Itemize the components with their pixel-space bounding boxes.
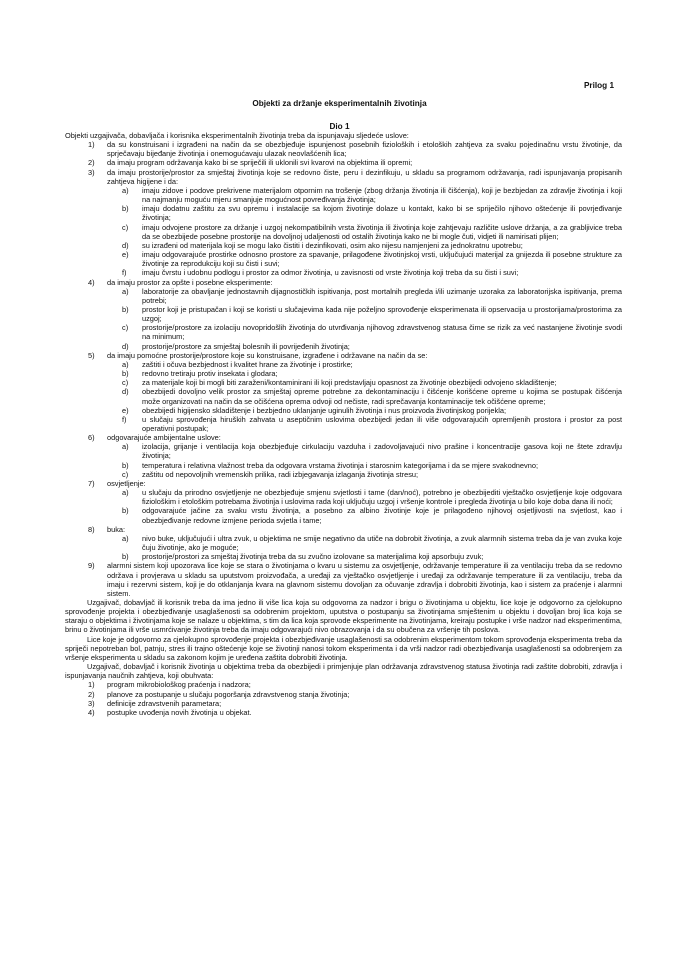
sub-list-item	[65, 323, 622, 341]
list-number: d)	[122, 240, 129, 250]
sub-list-item	[65, 387, 622, 405]
document-body	[65, 131, 622, 717]
list-number: e)	[122, 250, 129, 260]
list-text: odgovarajuće ambijentalne uslove:	[107, 433, 221, 443]
sub-list-item	[65, 241, 622, 250]
list-number: 7)	[88, 478, 95, 488]
sub-list-item	[65, 552, 622, 561]
list-item	[65, 351, 622, 360]
list-item	[65, 140, 622, 158]
sub-list-item	[65, 406, 622, 415]
list-number: b)	[122, 460, 129, 470]
list-number: 2)	[88, 689, 95, 699]
list-number: c)	[122, 378, 129, 388]
list-number: 1)	[88, 680, 95, 690]
list-text: planove za postupanje u slučaju pogoršanja zdravstvenog stanja životinja;	[107, 689, 350, 699]
list-number: 4)	[88, 707, 95, 717]
sub-list-item	[65, 378, 622, 387]
list-text: da imaju prostorije/prostor za smještaj životinja koje se redovno čiste, peru i dezinfikuju, u skladu sa programom održavanja, radi ispunjavanja propisanih zahtjeva higijene i da:	[107, 167, 622, 186]
list-number: a)	[122, 533, 129, 543]
list-text: da imaju program održavanja kako bi se spriječili ili uklonili svi kvarovi na objektima ili opremi;	[107, 158, 413, 168]
list-text: nivo buke, uključujući i ultra zvuk, u objektima ne smije negativno da utiče na dobrobit životinja, a zvuk alarmnih sistema treba da je van zvuka koje čuju životinje, ako je moguće;	[142, 533, 622, 553]
document-title: Objekti za držanje eksperimentalnih životinja	[252, 99, 427, 108]
list-number: 8)	[88, 524, 95, 534]
list-item	[65, 525, 622, 534]
sub-list-item	[65, 442, 622, 460]
list-text: alarmni sistem koji upozorava lice koje se stara o životinjama o kvaru u sistemu za osvjetljenje, održavanje temperature ili za ventilaciju treba da se redovno održava i provjerava u skladu sa uputstvom proizvođača, a uređaji za vještačko osvjetljenje i uređaji za održavanje temperature ili za ventilaciju, treba da imaju i rezervni sistem, koji je do otklanjanja kvara na glavnom sistemu dovoljan za očuvanje zdravlja i dobrobiti životinja, kao i sistem za praćenje i alarmni sistem.	[107, 561, 622, 598]
sub-list-item	[65, 342, 622, 351]
list-number: 4)	[88, 277, 95, 287]
list-item	[65, 168, 622, 186]
list-number: 6)	[88, 433, 95, 443]
list-text: postupke uvođenja novih životinja u objekat.	[107, 707, 252, 717]
list-number: e)	[122, 405, 129, 415]
annex-label: Prilog 1	[583, 81, 614, 90]
list-text: prostorije/prostore za smještaj bolesnih ili povrijeđenih životinja;	[142, 341, 350, 351]
sub-list-item	[65, 250, 622, 268]
sub-list-item	[65, 534, 622, 552]
list-number: 2)	[88, 158, 95, 168]
list-text: redovno tretiraju protiv insekata i glodara;	[142, 369, 278, 379]
list-text: osvjetljenje:	[107, 478, 146, 488]
list-text: obezbijedi higijensko skladištenje i bezbjedno uklanjanje uginulih životinja i nus proizvoda životinjskog porijekla;	[142, 405, 507, 415]
part-heading: Dio 1	[329, 122, 350, 131]
list-number: b)	[122, 304, 129, 314]
list-text: su izrađeni od materijala koji se mogu lako čistiti i dezinfikovati, osim ako nijesu namjenjeni za jednokratnu upotrebu;	[142, 240, 523, 250]
list-text: izolacija, grijanje i ventilacija koja obezbjeđuje cirkulaciju vazduha i zadovoljavajući nivo prašine i koncentracije gasova koji ne štete zdravlju životinja;	[142, 442, 622, 461]
intro-paragraph: Objekti uzgajivača, dobavljača i korisnika eksperimentalnih životinja treba da ispunjavaju sljedeće uslove:	[65, 131, 409, 140]
list-text: program mikrobiološkog praćenja i nadzora;	[107, 680, 251, 690]
list-number: f)	[122, 414, 127, 424]
list-number: a)	[122, 359, 129, 369]
sub-list-item	[65, 488, 622, 506]
list-item	[65, 680, 622, 689]
list-item	[65, 158, 622, 167]
list-number: c)	[122, 222, 129, 232]
sub-list-item	[65, 204, 622, 222]
list-item	[65, 699, 622, 708]
list-number: 3)	[88, 167, 95, 177]
list-number: c)	[122, 323, 129, 333]
list-text: prostorije/prostore za izolaciju novopridošlih životinja do utvrđivanja njihovog zdravstvenog statusa čime se rizik za već nastanjene životinje svodi na minimum;	[142, 323, 622, 342]
list-number: a)	[122, 185, 129, 195]
list-text: za materijale koji bi mogli biti zaraženi/kontaminirani ili koji predstavljaju opasnost za životinje obezbijedi odvojeno skladištenje;	[142, 378, 557, 388]
sub-list-item	[65, 415, 622, 433]
list-text: zaštiti i očuva bezbjednost i kvalitet hrane za životinje i prostirke;	[142, 359, 353, 369]
list-item	[65, 433, 622, 442]
list-number: a)	[122, 286, 129, 296]
sub-list-item	[65, 369, 622, 378]
list-number: b)	[122, 369, 129, 379]
sub-list-item	[65, 461, 622, 470]
list-item	[65, 561, 622, 598]
list-item	[65, 708, 622, 717]
list-text: prostorije/prostori za smještaj životinja treba da su zvučno izolovane sa materijalima koji apsorbuju zvuk;	[142, 552, 484, 562]
list-text: u slučaju da prirodno osvjetljenje ne obezbjeđuje smjenu svjetlosti i tame (dan/noć), potrebno je obezbijediti vještačko osvjetljenje koje odgovara fiziološkim i etološkim potrebama životinja i uslovima rada koji uključuju uzgoj i vršenje kontrole i pregleda životinja u bilo koje doba dana ili noći;	[142, 488, 622, 507]
sub-list-item	[65, 360, 622, 369]
paragraph-health-plan: Uzgajivač, dobavljač i korisnik životinja u objektima treba da obezbijedi i primjenjuje plan održavanja zdravstvenog statusa životinja radi zaštite dobrobiti, zdravlja i ispunjavanja naučnih zahtjeva, koji obuhvata:	[65, 662, 622, 681]
sub-list-item	[65, 223, 622, 241]
list-number: f)	[122, 268, 127, 278]
sub-list-item	[65, 287, 622, 305]
paragraph-staff: Uzgajivač, dobavljač ili korisnik treba da ima jedno ili više lica koja su odgovorna za nadzor i brigu o životinjama u objektu, lice koje je odgovorno za cjelokupno sprovođenje projekta i obezbjeđivanje usaglašenosti sa odobrenim projektom, uputstva o postupanju sa životinjama smještenim u objektu i dovoljan broj lica koja se staraju o objektima i životinjama koje se nalaze u objektima, s tim da lica koja sprovode eksperimente na životinjama, kreiraju postupke i vrše nadzor nad eksperimentima, brinu o životinjama ili vrše usmrćivanje životinja treba da imaju odgovarajući nivo obrazovanja i da su obučena za vršenje tih poslova.	[65, 597, 622, 635]
sub-list-item	[65, 506, 622, 524]
list-number: b)	[122, 204, 129, 214]
list-number: b)	[122, 506, 129, 516]
list-number: 1)	[88, 140, 95, 150]
list-number: a)	[122, 442, 129, 452]
list-item	[65, 479, 622, 488]
list-text: imaju odgovarajuće prostirke odnosno prostore za spavanje, prilagođene životinjskoj vrsti, uključujući materijal za gnijezda ili posebne strukture za životinje za reprodukciju koji su čisti i suvi;	[142, 250, 622, 269]
list-text: laboratorije za obavljanje jednostavnih dijagnostičkih ispitivanja, post mortalnih pregleda i/ili uzimanje uzoraka za laboratorijska ispitivanja, prema potrebi;	[142, 286, 622, 305]
list-text: buka:	[107, 524, 126, 534]
list-number: 5)	[88, 350, 95, 360]
list-number: c)	[122, 469, 129, 479]
list-text: zaštitu od nepovoljnih vremenskih prilika, radi izbjegavanja izlaganja životinja stresu;	[142, 469, 419, 479]
list-text: temperatura i relativna vlažnost treba da odgovara vrstama životinja i starosnim kategorijama i da se mjere svakodnevno;	[142, 460, 539, 470]
sub-list-item	[65, 470, 622, 479]
list-item	[65, 690, 622, 699]
list-text: da imaju prostor za opšte i posebne eksperimente:	[107, 277, 273, 287]
list-text: imaju odvojene prostore za držanje i uzgoj nekompatibilnih vrsta životinja ili životinja koje zahtjevaju različite uslove držanja, a za grabljivice treba da se obezbijede posebne prostorije na dovoljnoj udaljenosti od ostalih životinja kako ne bi mogle čuti, vidjeti ili namirisati plijen;	[142, 222, 622, 241]
list-text: da su konstruisani i izgrađeni na način da se obezbjeđuje ispunjenost posebnih fizioloških i etoloških zahtjeva za svaku pojedinačnu vrstu životinje, da sprječavaju bijeđanje životinja i onemogućavaju ulazak neovlašćenih lica;	[107, 140, 622, 159]
list-text: obezbijedi dovoljno velik prostor za smještaj opreme potrebne za dekontaminaciju i čišćenje korišćene opreme u kojima se postupak čišćenja može organizovati na način da se očišćena oprema odvoji od nečiste, radi sprečavanja kontaminacije tek očišćene opreme;	[142, 387, 622, 406]
requirements-list	[65, 140, 622, 598]
list-text: imaju dodatnu zaštitu za svu opremu i instalacije sa kojom životinje dolaze u kontakt, kako bi se spriječilo njihovo oštećenje ili povrjeđivanje životinja;	[142, 204, 622, 223]
list-number: d)	[122, 341, 129, 351]
sub-list-item	[65, 186, 622, 204]
sub-list-item	[65, 268, 622, 277]
list-text: da imaju pomoćne prostorije/prostore koje su konstruisane, izgrađene i održavane na način da se:	[107, 350, 428, 360]
list-text: imaju zidove i podove prekrivene materijalom otpornim na trošenje (zbog držanja životinja ili čišćenja), koji je bezbjedan za zdravlje životinja i koji na najmanju moguću mjeru smanjuje mogućnost povređivanja životinja;	[142, 185, 622, 205]
list-text: prostor koji je pristupačan i koji se koristi u slučajevima kada nije poželjno sprovođenje eksperimenata ili opservacija u prostorijama/prostorima za uzgoj;	[142, 304, 622, 324]
list-text: imaju čvrstu i udobnu podlogu i prostor za odmor životinja, u zavisnosti od vrste životinja koji treba da su čisti i suvi;	[142, 268, 519, 278]
list-item	[65, 278, 622, 287]
list-number: b)	[122, 552, 129, 562]
paragraph-project-lead: Lice koje je odgovorno za cjelokupno sprovođenje projekta i obezbjeđivanje usaglašenosti sa odobrenim eksperimentom tokom sprovođenja eksperimenta treba da spriječi nepotreban bol, patnju, stres ili trajno oštećenje koje se životinji nanosi tokom eksperimenta i da vrši nadzor radi obezbjeđivanja usaglašenosti sa odobrenjem za vršenje eksperimenta u skladu sa zakonom kojim je uređena zaštita dobrobiti životinja.	[65, 634, 622, 662]
list-number: 3)	[88, 698, 95, 708]
list-number: d)	[122, 387, 129, 397]
sub-list-item	[65, 305, 622, 323]
list-number: 9)	[88, 561, 95, 571]
list-text: definicije zdravstvenih parametara;	[107, 698, 222, 708]
list-number: a)	[122, 488, 129, 498]
list-text: u slučaju sprovođenja hiruških zahvata u aseptičnim uslovima obezbijedi jedan ili više odgovarajućih opremljenih prostora i prostor za post operativni postupak;	[142, 414, 622, 433]
health-plan-list	[65, 680, 622, 717]
list-text: odgovarajuće jačine za svaku vrstu životinja, a posebno za albino životinje koje je prilagođeno njihovoj osjetljivosti na svjetlost, kao i obezbjeđivanje redovne izmjene perioda svjetla i tame;	[142, 506, 622, 525]
